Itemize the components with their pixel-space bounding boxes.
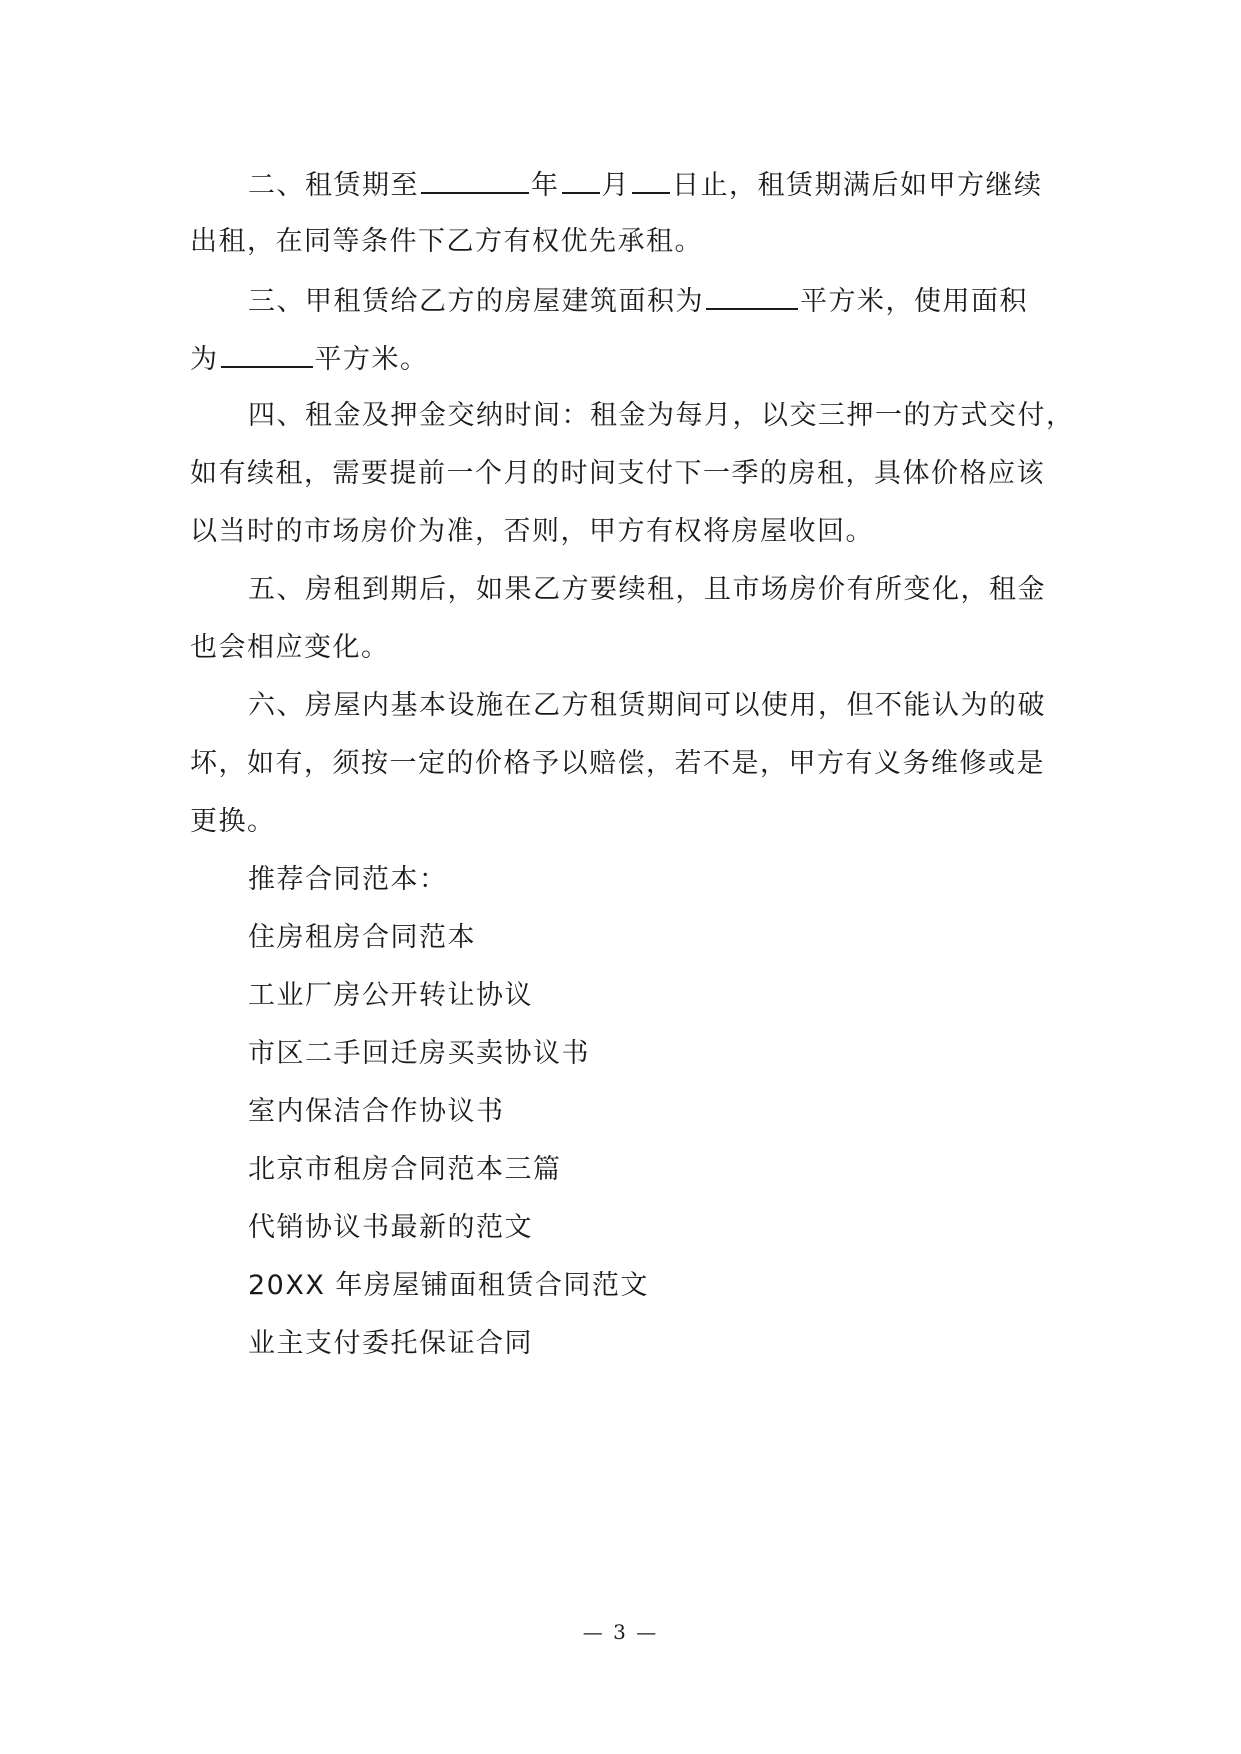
clause-three-suffix: 平方米。 [314,344,429,375]
clause-three-text-end: 平方米，使用面积 [800,286,1028,317]
recommended-link-6[interactable]: 代销协议书最新的范文 [248,1212,533,1243]
recommended-heading: 推荐合同范本： [248,864,448,895]
recommended-link-8[interactable]: 业主支付委托保证合同 [248,1328,533,1359]
building-area-blank[interactable] [706,282,798,310]
recommended-link-4[interactable]: 室内保洁合作协议书 [248,1096,505,1127]
clause-three-line-2 [190,340,429,378]
clause-three-line-1 [248,282,1028,320]
clause-three-text: 三、甲租赁给乙方的房屋建筑面积为 [248,286,704,317]
recommended-link-2[interactable]: 工业厂房公开转让协议 [248,980,533,1011]
recommended-link-1[interactable]: 住房租房合同范本 [248,922,476,953]
recommended-link-5[interactable]: 北京市租房合同范本三篇 [248,1154,562,1185]
month-label: 月 [601,170,630,201]
clause-four-line-1: 四、租金及押金交纳时间：租金为每月，以交三押一的方式交付， [248,400,1075,431]
year-label: 年 [531,170,560,201]
lease-end-day-blank[interactable] [632,166,670,194]
clause-five-line-2: 也会相应变化。 [190,632,390,663]
lease-end-month-blank[interactable] [562,166,600,194]
clause-six-line-2: 坏，如有，须按一定的价格予以赔偿，若不是，甲方有义务维修或是 [190,748,1045,779]
clause-six-line-1: 六、房屋内基本设施在乙方租赁期间可以使用，但不能认为的破 [248,690,1046,721]
clause-six-line-3: 更换。 [190,806,276,837]
clause-four-line-2: 如有续租，需要提前一个月的时间支付下一季的房租，具体价格应该 [190,458,1045,489]
recommended-link-3[interactable]: 市区二手回迁房买卖协议书 [248,1038,590,1069]
clause-five-line-1: 五、房租到期后，如果乙方要续租，且市场房价有所变化，租金 [248,574,1046,605]
recommended-link-7[interactable]: 20XX 年房屋铺面租赁合同范文 [248,1270,649,1301]
clause-four-line-3: 以当时的市场房价为准，否则，甲方有权将房屋收回。 [190,516,874,547]
page-number: — 3 — [582,1620,659,1644]
clause-two-text-end: 日止，租赁期满后如甲方继续 [672,170,1043,201]
clause-two-line-2: 出租，在同等条件下乙方有权优先承租。 [190,226,703,257]
clause-three-prefix: 为 [190,344,219,375]
lease-end-year-blank[interactable] [421,166,529,194]
clause-two-line-1 [248,166,1043,204]
usable-area-blank[interactable] [221,340,313,368]
clause-two-text: 二、租赁期至 [248,170,419,201]
